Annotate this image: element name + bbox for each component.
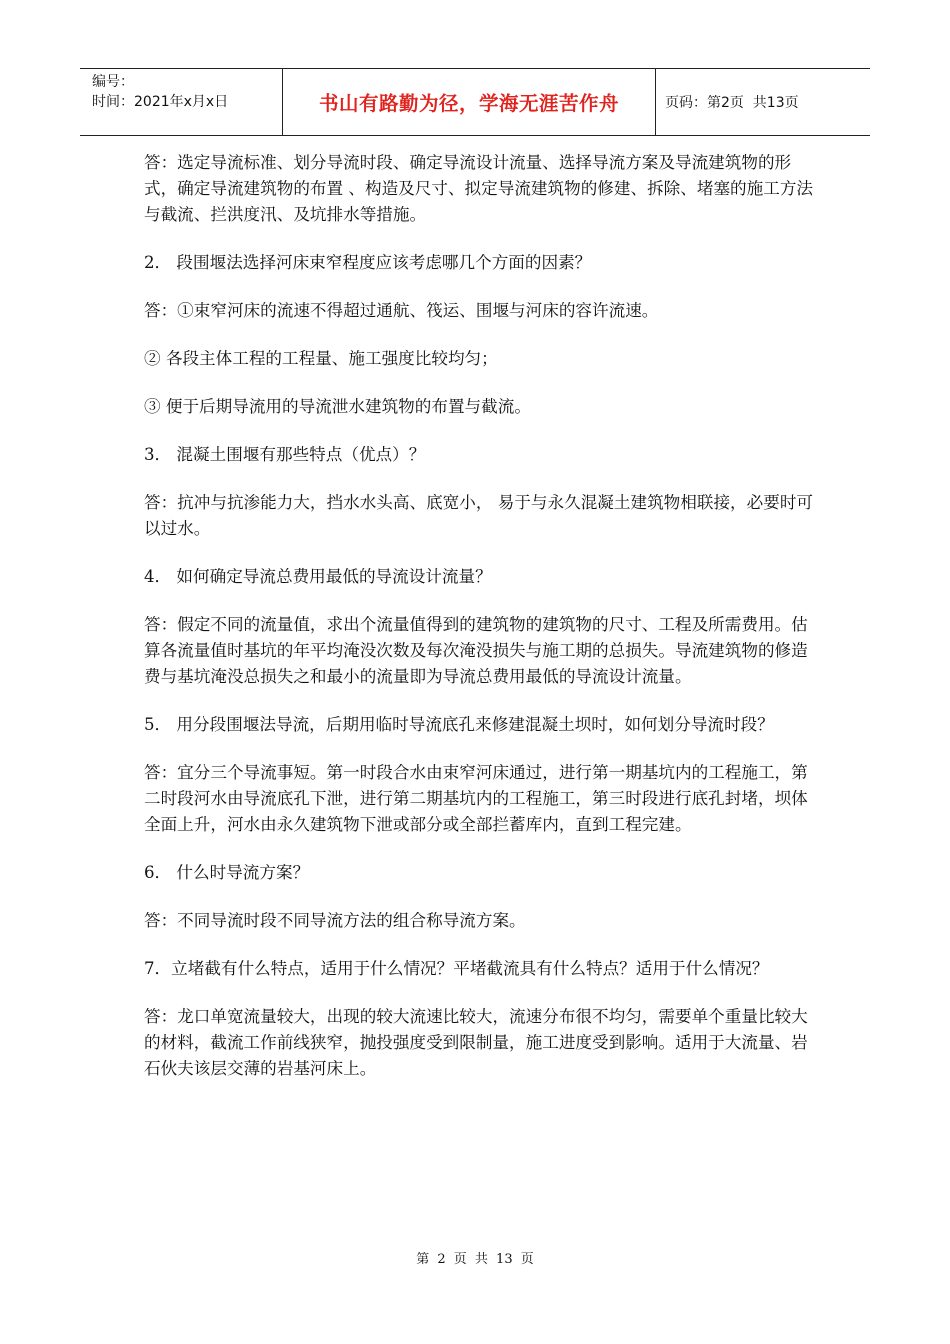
answer-paragraph: 答：抗冲与抗渗能力大，挡水水头高、底宽小， 易于与永久混凝土建筑物相联接，必要时可以过水。: [144, 493, 814, 538]
header-page-label: 页码：第2页 共13页: [665, 95, 799, 111]
answer-paragraph: ③ 便于后期导流用的导流泄水建筑物的布置与截流。: [144, 397, 531, 416]
document-body: [144, 150, 824, 1104]
document-date-label: 时间：2021年x月x日: [92, 94, 229, 110]
answer-paragraph: 答：①束窄河床的流速不得超过通航、筏运、围堰与河床的容许流速。: [144, 301, 659, 320]
question-paragraph: 4． 如何确定导流总费用最低的导流设计流量？: [144, 567, 492, 586]
header-motto: 书山有路勤为径，学海无涯苦作舟: [283, 69, 656, 135]
header-info-cell: [80, 69, 283, 135]
answer-paragraph: 答：不同导流时段不同导流方法的组合称导流方案。: [144, 911, 526, 930]
question-paragraph: 3． 混凝土围堰有那些特点（优点）？: [144, 445, 426, 464]
question-paragraph: 6． 什么时导流方案？: [144, 863, 310, 882]
question-paragraph: 7．立堵截有什么特点，适用于什么情况？平堵截流具有什么特点？适用于什么情况？: [144, 959, 769, 978]
answer-paragraph: 答：龙口单宽流量较大，出现的较大流速比较大，流速分布很不均匀，需要单个重量比较大的材料，截流工作前线狭窄，抛投强度受到限制量，施工进度受到影响。适用于大流量、岩石伙夫该层交薄的岩基河床上。: [144, 1007, 808, 1078]
page-header: [80, 68, 870, 136]
answer-paragraph: 答：宜分三个导流事短。第一时段合水由束窄河床通过，进行第一期基坑内的工程施工，第二时段河水由导流底孔下泄，进行第二期基坑内的工程施工，第三时段进行底孔封堵，坝体全面上升，河水由永久建筑物下泄或部分或全部拦蓄库内，直到工程完建。: [144, 763, 808, 834]
question-paragraph: 2． 段围堰法选择河床束窄程度应该考虑哪几个方面的因素？: [144, 253, 592, 272]
question-paragraph: 5． 用分段围堰法导流，后期用临时导流底孔来修建混凝土坝时，如何划分导流时段？: [144, 715, 774, 734]
document-number-label: 编号：: [92, 74, 134, 90]
answer-paragraph: 答：选定导流标准、划分导流时段、确定导流设计流量、选择导流方案及导流建筑物的形式，确定导流建筑物的布置 、构造及尺寸、拟定导流建筑物的修建、拆除、堵塞的施工方法与截流、拦洪度汛、及坑排水等措施。: [144, 153, 814, 224]
answer-paragraph: 答：假定不同的流量值，求出个流量值得到的建筑物的建筑物的尺寸、工程及所需费用。估算各流量值时基坑的年平均淹没次数及每次淹没损失与施工期的总损失。导流建筑物的修造费与基坑淹没总损失之和最小的流量即为导流总费用最低的导流设计流量。: [144, 615, 808, 686]
page-footer: 第 2 页 共 13 页: [416, 1252, 534, 1267]
answer-paragraph: ② 各段主体工程的工程量、施工强度比较均匀；: [144, 349, 498, 368]
